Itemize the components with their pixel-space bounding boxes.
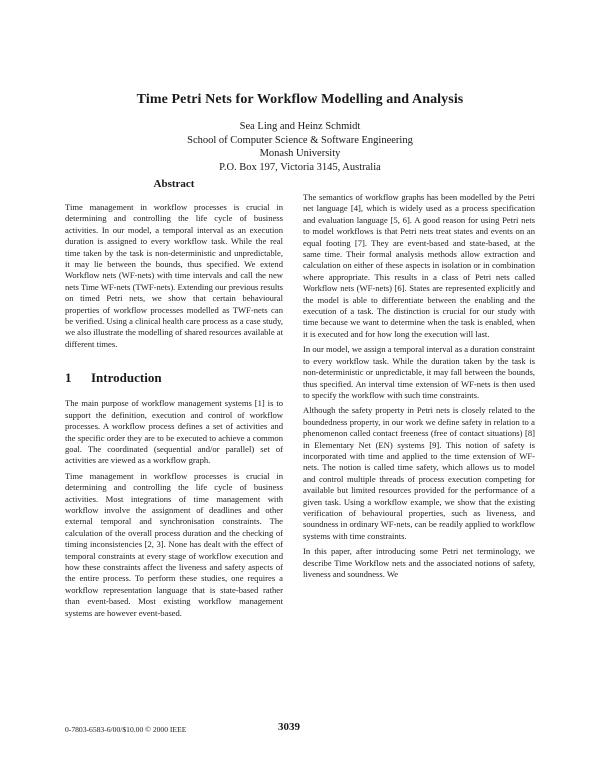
abstract-text: Time management in workflow processes is crucial in determining and controlling the life cycle of business activities. In our model, a temporal interval as an execution duration is assigned to every workflow task. While the real time taken by the task is non-deterministic and unpredictable, it may lie between the bounds, thus specified. We extend Workflow nets (WF-nets) with time intervals and call the new nets Time WF-nets (TWF-nets). Extending our previous results on timed Petri nets, we show that certain behavioural properties of workflow processes modelled as TWF-nets can be verified. Using a clinical health care process as a case study, we also illustrate the modelling of shared resources available at different times. (65, 202, 283, 349)
right-column (303, 192, 535, 580)
right-paragraph-3: Although the safety property in Petri nets is closely related to the boundedness property, in our work we define safety in relation to a phenomenon called contact freeness (free of contact situations) [8] in Elementary Net (EN) systems [9]. This notion of safety is incorporated with time and applied to the time extension of WF-nets. The notion is called time safety, which allows us to model and control multiple threads of process execution competing for available but limited resources provided for the performance of a given task. Using a workflow example, we show that the existing verification of behavioural properties, such as liveness, and soundness in ordinary WF-nets, can be readily applied to workflow systems with time constraints. (303, 405, 535, 541)
section-heading-introduction (65, 370, 283, 386)
footer-isbn: 0-7803-6583-6/00/$10.00 © 2000 IEEE (65, 725, 187, 734)
intro-paragraph-2: Time management in workflow processes is crucial in determining and controlling the life cycle of business activities. Most integrations of time management with workflow involve the assignment of deadlines and other external temporal and synchronisation constraints. The calculation of the overall process duration and the checking of timing inconsistencies [2, 3]. None has dealt with the effect of temporal constraints at every stage of workflow execution and how these constraints affect the liveness and safety aspects of the entire process. To perform these studies, one requires a workflow representation language that is state-based rather than event-based. Most existing workflow management systems are however event-based. (65, 470, 283, 618)
author-university: Monash University (259, 148, 341, 159)
abstract-heading: Abstract (153, 178, 195, 190)
author-address: P.O. Box 197, Victoria 3145, Australia (219, 161, 381, 173)
section-title: Introduction (91, 370, 162, 386)
intro-paragraph-1: The main purpose of workflow management systems [1] is to support the definition, execution and control of workflow processes. A workflow process defines a set of activities and the specific order they are to be executed to achieve a common goal. The coordinated (sequential and/or parallel) set of activities are viewed as a workflow graph. (65, 398, 283, 466)
right-paragraph-1: The semantics of workflow graphs has been modelled by the Petri net language [4], which is widely used as a process specification and evaluation language [5, 6]. A good reason for using Petri nets to model workflows is that Petri nets treat states and events on an equal footing [7]. They are event-based and state-based, at the same time. Their formal analysis methods allow extraction and calculation on either of these aspects in isolation or in combination where appropriate. This results in a class of Petri nets called Workflow nets (WF-nets) [6]. States are represented explicitly and the model is able to differentiate between the enabling and the execution of a task. The distinction is crucial for our study with time because we want to determine when the task is enabled, when it is executed and for how long the execution will last. (303, 192, 535, 339)
author-names: Sea Ling and Heinz Schmidt (239, 121, 361, 132)
author-block (40, 120, 560, 174)
right-paragraph-2: In our model, we assign a temporal interval as a duration constraint to every workflow task. While the duration taken by the task is non-deterministic or unpredictable, it may fall between the bounds, thus specified. An interval time extension of WF-nets is then used to specify the workflow with such time constraints. (303, 344, 535, 400)
page-number: 3039 (278, 721, 300, 733)
right-paragraph-4: In this paper, after introducing some Petri net terminology, we describe Time Workflow nets and the associated notions of safety, liveness and soundness. We (303, 546, 535, 579)
paper-title: Time Petri Nets for Workflow Modelling and Analysis (136, 92, 464, 107)
section-number: 1 (65, 370, 72, 386)
author-department: School of Computer Science & Software Engineering (187, 134, 413, 146)
left-column (65, 178, 283, 619)
